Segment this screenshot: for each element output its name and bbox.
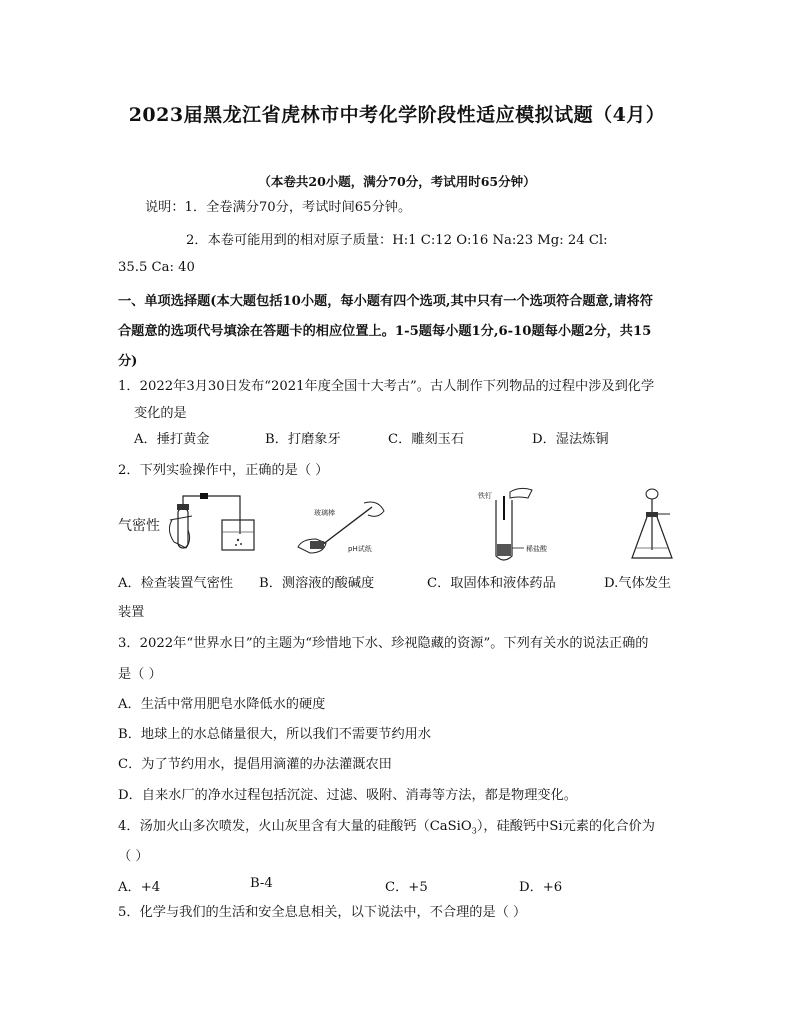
figure-gas-generator (626, 486, 686, 566)
exam-subtitle: （本卷共20小题，满分70分，考试用时65分钟） (258, 174, 536, 189)
note-2: 2．本卷可能用到的相对原子质量：H:1 C:12 O:16 Na:23 Mg: 24 Cl: (186, 233, 608, 248)
section-1-heading-line3: 分) (118, 354, 138, 369)
q3-option-d: D．自来水厂的净水过程包括沉淀、过滤、吸附、消毒等方法，都是物理变化。 (118, 788, 577, 803)
note-2-cont: 35.5 Ca: 40 (118, 260, 195, 275)
q1-option-c: C．雕刻玉石 (388, 432, 465, 447)
q2-option-b: B．测溶液的酸碱度 (259, 576, 375, 591)
q3-option-c: C．为了节约用水，提倡用滴灌的办法灌溉农田 (118, 757, 392, 772)
q1-option-d: D．湿法炼铜 (532, 432, 609, 447)
q3-stem-line2: 是（ ） (118, 667, 162, 682)
iron-nail-label: 铁钉 (478, 492, 492, 500)
q4-option-d: D．+6 (519, 880, 563, 895)
q4-formula-subscript: 3 (471, 826, 477, 836)
section-1-heading-line2: 合题意的选项代号填涂在答题卡的相应位置上。1-5题每小题1分,6-10题每小题2分，共15 (118, 324, 652, 339)
note-1: 说明：1．全卷满分70分，考试时间65分钟。 (145, 200, 412, 215)
q4-option-c: C．+5 (385, 880, 428, 895)
q2-stem: 2．下列实验操作中，正确的是（ ） (118, 463, 329, 478)
figure-test-tube-nail (470, 484, 570, 564)
q1-option-b: B．打磨象牙 (265, 432, 341, 447)
figure-airtightness-check (162, 490, 262, 560)
q3-option-b: B．地球上的水总储量很大，所以我们不需要节约用水 (118, 727, 432, 742)
q4-stem-line1 (118, 815, 655, 836)
section-1-heading-line1: 一、单项选择题(本大题包括10小题，每小题有四个选项,其中只有一个选项符合题意,请将符 (118, 294, 653, 309)
q3-stem-line1: 3．2022年“世界水日”的主题为“珍惜地下水、珍视隐藏的资源”。下列有关水的说法正确的 (118, 636, 649, 651)
q4-option-a: A．+4 (118, 880, 161, 895)
dilute-hcl-label: 稀盐酸 (526, 545, 547, 553)
page-title: 2023届黑龙江省虎林市中考化学阶段性适应模拟试题（4月） (128, 104, 666, 126)
q1-option-a: A．捶打黄金 (134, 432, 210, 447)
q2-option-d-cont: 装置 (118, 605, 145, 620)
q4-option-b: B-4 (250, 876, 273, 891)
q2-option-c: C．取固体和液体药品 (427, 576, 556, 591)
q2-figure-a-label: 气密性 (118, 518, 160, 534)
q4-stem-pre: 4．汤加火山多次喷发，火山灰里含有大量的硅酸钙（CaSiO (118, 819, 472, 834)
q2-option-a: A．检查装置气密性 (118, 576, 234, 591)
glass-rod-label: 玻璃棒 (314, 509, 335, 517)
q1-stem-line1: 1．2022年3月30日发布“2021年度全国十大考古”。古人制作下列物品的过程中涉及到化学 (118, 379, 655, 394)
figure-ph-test (292, 495, 392, 560)
ph-paper-label: pH试纸 (348, 545, 372, 553)
q2-option-d: D.气体发生 (604, 576, 672, 591)
q1-stem-line2: 变化的是 (134, 406, 187, 421)
q3-option-a: A．生活中常用肥皂水降低水的硬度 (118, 697, 326, 712)
q4-stem-line2: （ ） (118, 849, 149, 864)
q5-stem: 5．化学与我们的生活和安全息息相关，以下说法中，不合理的是（ ） (118, 905, 527, 920)
q4-stem-post: ），硅酸钙中Si元素的化合价为 (476, 819, 655, 834)
